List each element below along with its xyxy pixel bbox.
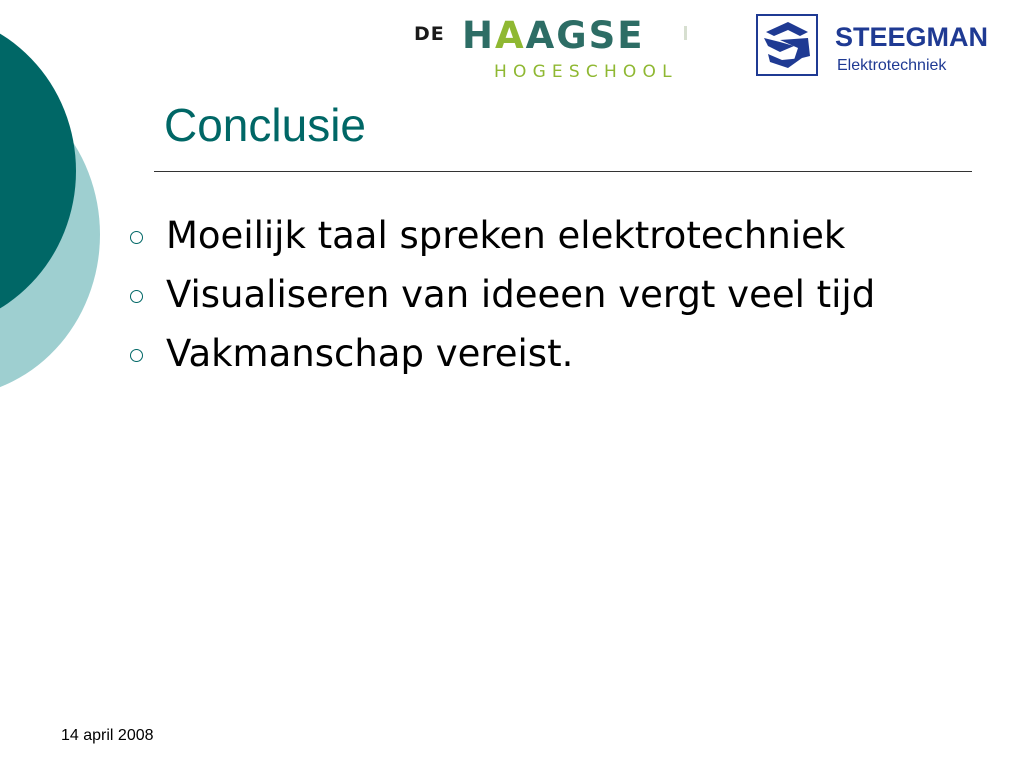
bullet-circle-icon (130, 290, 143, 303)
steegman-logo (756, 14, 1006, 80)
title-divider (154, 171, 972, 172)
hhs-logo-mark (684, 26, 687, 40)
hhs-logo-rest: AGSE (525, 14, 645, 57)
bullet-circle-icon (130, 231, 143, 244)
steegman-logo-name: STEEGMAN (835, 22, 989, 52)
footer-date: 14 april 2008 (61, 727, 154, 744)
bullet-text: Moeilijk taal spreken elektrotechniek (166, 214, 846, 257)
haagse-hogeschool-logo (414, 12, 704, 84)
bullet-text: Vakmanschap vereist. (166, 332, 574, 375)
hhs-logo-de: DE (414, 23, 445, 45)
hhs-logo-h: H (462, 14, 495, 57)
hhs-logo-a-accent: A (494, 14, 526, 57)
bullet-circle-icon (130, 349, 143, 362)
bullet-text: Visualiseren van ideeen vergt veel tijd (166, 273, 876, 316)
steegman-emblem-icon (756, 14, 818, 76)
hhs-logo-subtitle: HOGESCHOOL (494, 62, 678, 82)
steegman-logo-subtitle: Elektrotechniek (837, 57, 947, 74)
hhs-logo-haagse (462, 14, 645, 57)
slide-title: Conclusie (164, 99, 366, 151)
